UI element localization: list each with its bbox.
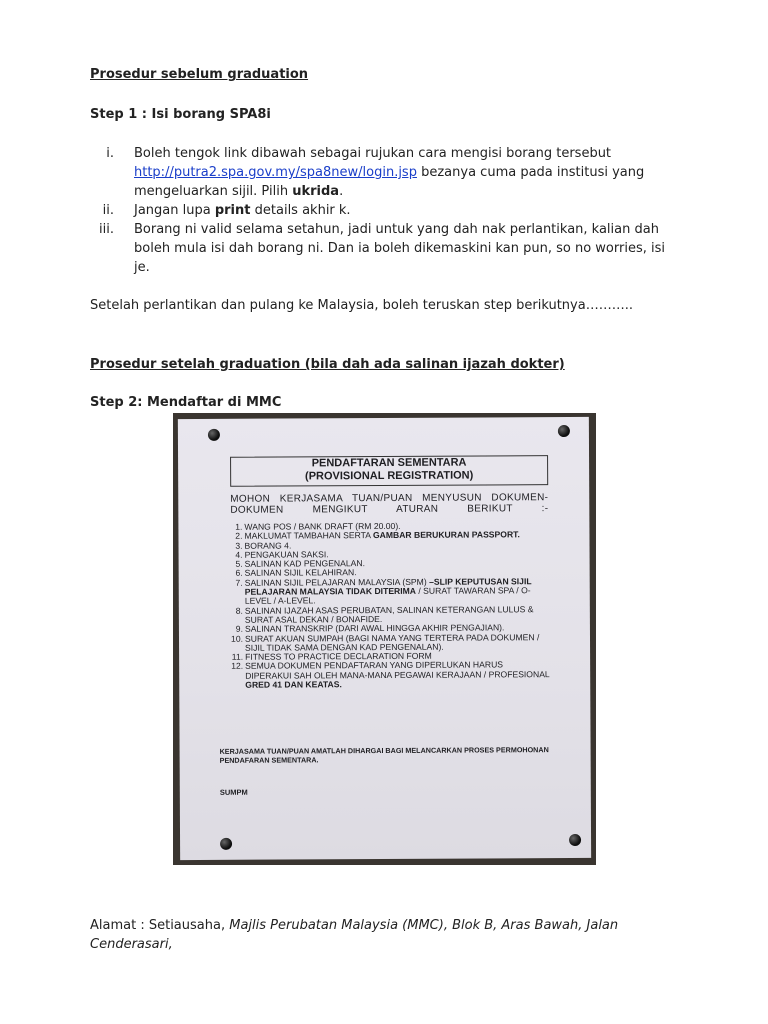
notice-photo [173,413,596,865]
list-item [90,144,665,201]
list-item [231,577,551,607]
address-text: Majlis Perubatan Malaysia (MMC), Blok B, Aras Bawah, Jalan Cenderasari, [90,918,619,952]
step1-list [90,144,665,277]
list-text: SALINAN IJAZAH ASAS PERUBATAN, SALINAN KETERANGAN LULUS & SURAT ASAL DEKAN / BONAFIDE. [244,603,534,625]
list-text-bold: –SLIP KEPUTUSAN SIJIL PELAJARAN MALAYSIA TIDAK DITERIMA [244,576,532,597]
list-number: 7. [235,577,243,588]
list-text: bezanya cuma pada institusi yang mengeluarkan sijil. Pilih [134,165,645,199]
list-text: BORANG 4. [244,540,292,551]
list-number: 10. [231,633,244,644]
list-number: 4. [235,549,243,560]
list-number: 8. [235,605,243,616]
pin-icon [569,834,581,846]
list-text: / SURAT TAWARAN SPA / O-LEVEL / A-LEVEL. [244,585,531,607]
list-item [231,633,551,653]
pin-icon [220,838,232,850]
notice-signature: SUMPM [219,787,248,797]
list-number: 6. [235,568,243,579]
list-text: SURAT AKUAN SUMPAH (BAGI NAMA YANG TERTERA PADA DOKUMEN / SIJIL TIDAK SAMA DENGAN KAD PENGENALAN). [244,631,540,653]
notice-document-list [230,521,551,690]
list-number: i. [106,146,114,161]
list-number: 11. [231,651,244,662]
pin-icon [558,425,570,437]
list-text: WANG POS / BANK DRAFT (RM 20.00). [244,520,401,532]
list-text: SALINAN SIJIL KELAHIRAN. [244,567,357,579]
list-text: PENGAKUAN SAKSI. [244,549,329,560]
heading-after-graduation: Prosedur setelah graduation (bila dah ada salinan ijazah dokter) [90,357,565,372]
notice-title-box [230,455,548,487]
list-number: iii. [99,222,114,237]
heading-before-graduation: Prosedur sebelum graduation [90,67,309,82]
list-text: details akhir k. [254,203,351,218]
list-text: Boleh tengok link dibawah sebagai rujukan cara mengisi borang tersebut [134,146,612,161]
step1-title: Step 1 : Isi borang SPA8i [90,107,271,122]
next-step-text: Setelah perlantikan dan pulang ke Malaysia, boleh teruskan step berikutnya……….. [90,298,633,313]
list-text-bold: GAMBAR BERUKURAN PASSPORT. [372,529,520,541]
address [90,916,660,954]
address-label: Alamat : Setiausaha, [90,918,226,933]
list-text: SEMUA DOKUMEN PENDAFTARAN YANG DIPERLUKAN HARUS DIPERAKUI SAH OLEH MANA-MANA PEGAWAI KERAJAAN / PROFESIONAL [245,659,550,681]
step2-title: Step 2: Mendaftar di MMC [90,395,282,410]
list-number: 2. [235,531,243,542]
list-text: SALINAN TRANSKRIP (DARI AWAL HINGGA AKHIR PENGAJIAN). [244,622,505,634]
list-number: ii. [102,203,114,218]
list-text: . [339,184,344,199]
list-text: MAKLUMAT TAMBAHAN SERTA [244,530,371,542]
list-text-bold: GRED 41 DAN KEATAS. [245,679,342,690]
pin-icon [208,429,220,441]
list-text: SALINAN KAD PENGENALAN. [244,558,365,569]
list-text: SALINAN SIJIL PELAJARAN MALAYSIA (SPM) [244,576,427,588]
list-number: 12. [231,661,244,672]
list-text: Jangan lupa [134,203,211,218]
notice-title: PENDAFTARAN SEMENTARA [311,456,467,470]
list-text: FITNESS TO PRACTICE DECLARATION FORM [245,650,432,662]
list-item [90,220,665,277]
list-text-bold: print [214,203,251,218]
spa-login-link[interactable]: http://putra2.spa.gov.my/spa8new/login.jsp [134,165,417,180]
list-number: 9. [235,624,243,635]
list-text: Borang ni valid selama setahun, jadi untuk yang dah nak perlantikan, kalian dah boleh mula isi dah borang ni. Dan ia boleh dikemaskini kan pun, so no worries, isi je. [134,222,665,275]
notice-paper [178,417,591,860]
list-text-bold: ukrida [292,184,340,199]
list-number: 5. [235,558,243,569]
list-number: 3. [235,540,243,551]
notice-subtitle: (PROVISIONAL REGISTRATION) [304,469,474,483]
list-item [90,201,665,220]
list-item [231,661,551,691]
notice-intro: MOHON KERJASAMA TUAN/PUAN MENYUSUN DOKUMEN-DOKUMEN MENGIKUT ATURAN BERIKUT :- [230,492,549,516]
notice-closing: KERJASAMA TUAN/PUAN AMATLAH DIHARGAI BAGI MELANCARKAN PROSES PERMOHONAN PENDAFARAN SEMENTARA. [219,745,549,765]
list-number: 1. [235,521,243,532]
